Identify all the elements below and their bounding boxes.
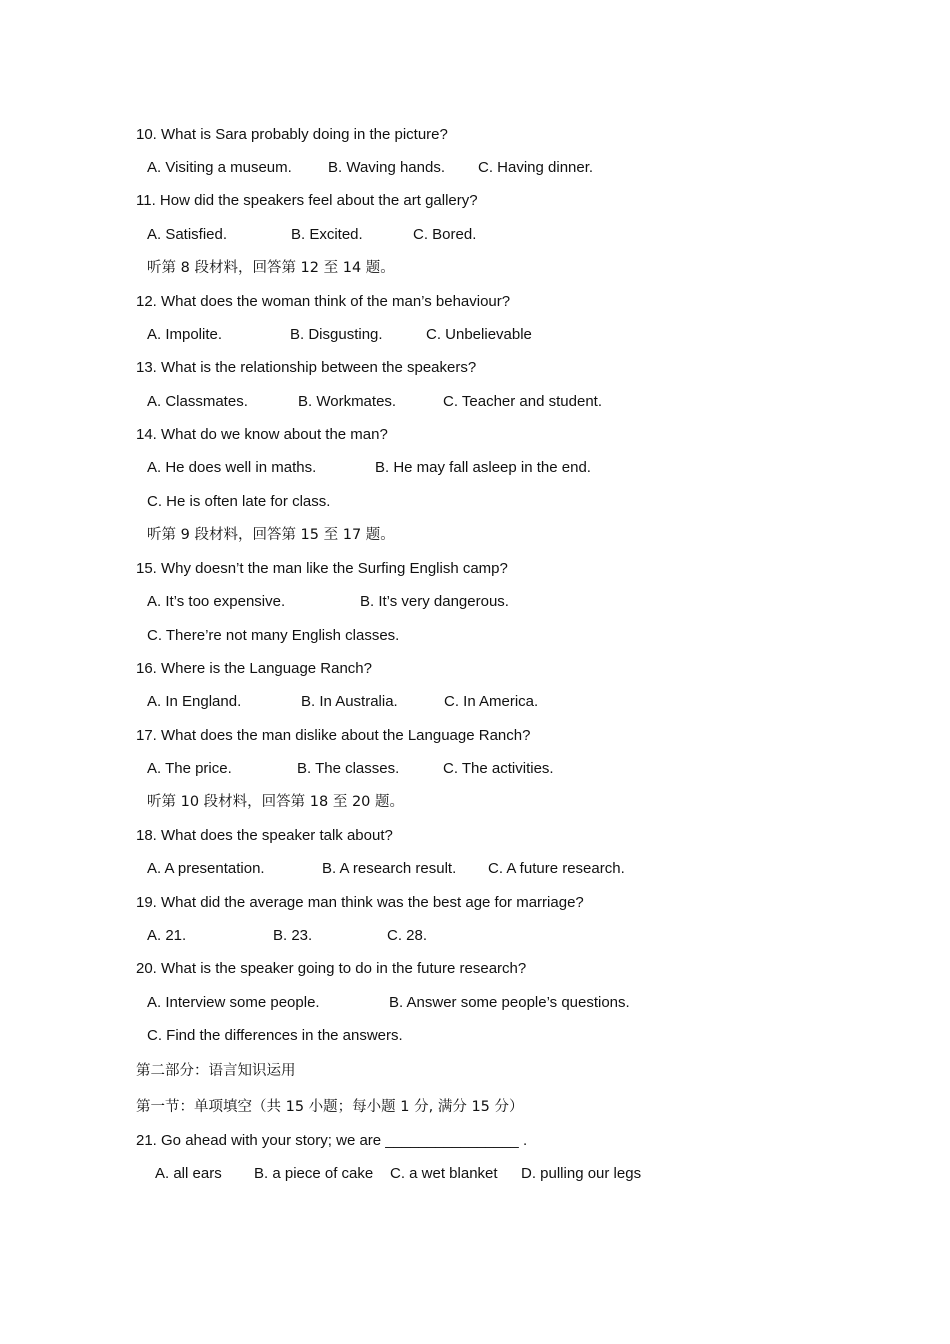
q16-option-c: C. In America.	[444, 693, 539, 710]
q11-option-c: C. Bored.	[413, 226, 477, 243]
q16-option-a: A. In England.	[147, 693, 242, 710]
q18-option-c: C. A future research.	[488, 860, 625, 877]
q20-stem: 20. What is the speaker going to do in the future research?	[136, 960, 527, 977]
q20-option-c: C. Find the differences in the answers.	[147, 1027, 403, 1044]
q10-option-c: C. Having dinner.	[478, 159, 594, 176]
section-8-instruction: 听第 8 段材料，回答第 12 至 14 题。	[147, 260, 395, 276]
q17-option-a: A. The price.	[147, 760, 232, 777]
q12-option-b: B. Disgusting.	[290, 326, 383, 343]
q19-option-c: C. 28.	[387, 927, 428, 944]
q12-stem: 12. What does the woman think of the man’s behaviour?	[136, 293, 511, 310]
q17-stem: 17. What does the man dislike about the Language Ranch?	[136, 727, 531, 744]
q21-option-c: C. a wet blanket	[390, 1165, 498, 1182]
q15-stem: 15. Why doesn’t the man like the Surfing English camp?	[136, 560, 508, 577]
q15-option-a: A. It’s too expensive.	[147, 593, 286, 610]
q20-option-b: B. Answer some people’s questions.	[389, 994, 630, 1011]
part-2-heading: 第二部分：语言知识运用	[136, 1063, 296, 1079]
section-1-heading: 第一节：单项填空（共 15 小题；每小题 1 分, 满分 15 分）	[136, 1099, 524, 1115]
q13-stem: 13. What is the relationship between the speakers?	[136, 359, 477, 376]
q14-option-c: C. He is often late for class.	[147, 493, 331, 510]
q11-option-a: A. Satisfied.	[147, 226, 228, 243]
q17-option-b: B. The classes.	[297, 760, 400, 777]
q10-option-b: B. Waving hands.	[328, 159, 446, 176]
q21-option-a: A. all ears	[155, 1165, 222, 1182]
q14-option-b: B. He may fall asleep in the end.	[375, 459, 591, 476]
q10-stem: 10. What is Sara probably doing in the picture?	[136, 126, 448, 143]
q11-stem: 11. How did the speakers feel about the art gallery?	[136, 192, 478, 209]
q13-option-a: A. Classmates.	[147, 393, 248, 410]
q21-stem: 21. Go ahead with your story; we are ________________ .	[136, 1132, 528, 1149]
q19-option-b: B. 23.	[273, 927, 313, 944]
q18-stem: 18. What does the speaker talk about?	[136, 827, 393, 844]
q18-option-a: A. A presentation.	[147, 860, 265, 877]
q14-option-a: A. He does well in maths.	[147, 459, 317, 476]
q14-stem: 14. What do we know about the man?	[136, 426, 388, 443]
q12-option-c: C. Unbelievable	[426, 326, 532, 343]
q16-stem: 16. Where is the Language Ranch?	[136, 660, 372, 677]
q13-option-b: B. Workmates.	[298, 393, 397, 410]
q16-option-b: B. In Australia.	[301, 693, 398, 710]
q18-option-b: B. A research result.	[322, 860, 457, 877]
q21-option-d: D. pulling our legs	[521, 1165, 642, 1182]
q15-option-c: C. There’re not many English classes.	[147, 627, 400, 644]
section-9-instruction: 听第 9 段材料，回答第 15 至 17 题。	[147, 527, 395, 543]
section-10-instruction: 听第 10 段材料，回答第 18 至 20 题。	[147, 794, 405, 810]
q19-stem: 19. What did the average man think was the best age for marriage?	[136, 894, 584, 911]
q17-option-c: C. The activities.	[443, 760, 554, 777]
q10-option-a: A. Visiting a museum.	[147, 159, 292, 176]
q20-option-a: A. Interview some people.	[147, 994, 320, 1011]
q13-option-c: C. Teacher and student.	[443, 393, 602, 410]
q21-option-b: B. a piece of cake	[254, 1165, 374, 1182]
q12-option-a: A. Impolite.	[147, 326, 223, 343]
q19-option-a: A. 21.	[147, 927, 187, 944]
q15-option-b: B. It’s very dangerous.	[360, 593, 509, 610]
q11-option-b: B. Excited.	[291, 226, 363, 243]
